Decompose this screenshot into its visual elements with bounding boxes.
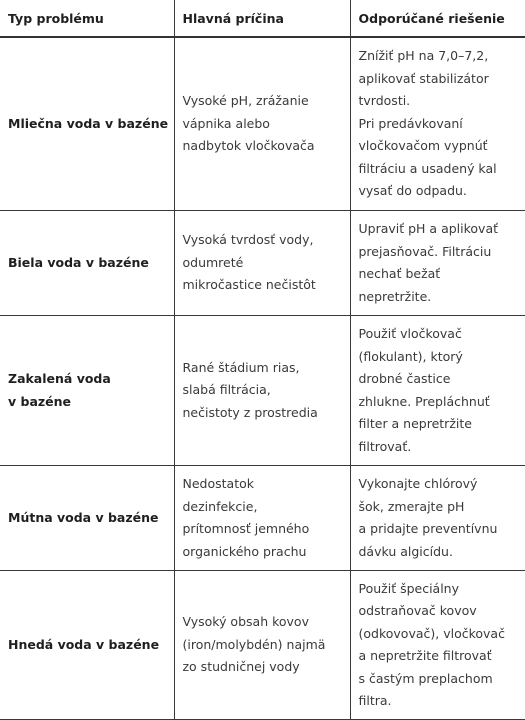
cell-text-line: tvrdosti.	[358, 93, 411, 109]
table-row	[0, 37, 525, 211]
problem-type-cell	[0, 316, 174, 466]
header-main-cause: Hlavná príčina	[174, 0, 350, 37]
recommended-solution-cell	[350, 316, 525, 466]
cell-text-line: odstraňovač kovov	[358, 603, 477, 618]
cell-text-line: Biela voda v bazéne	[8, 254, 149, 270]
cell-text-line: (flokulant), ktorý	[358, 348, 463, 364]
recommended-solution-cell	[350, 466, 525, 571]
cell-text-line: a nepretržite filtrovať	[358, 648, 492, 663]
recommended-solution-cell	[350, 37, 525, 211]
cell-text-line: drobné častice	[358, 371, 451, 386]
cell-text-line: vločkovačom vypnúť	[358, 138, 488, 154]
cell-text-line: Hnedá voda v bazéne	[8, 636, 160, 652]
cell-text-line: organického prachu	[182, 543, 307, 559]
cell-text-line: Vysoké pH, zrážanie	[182, 93, 309, 109]
cell-text-line: Nedostatok	[182, 476, 254, 491]
problem-type-cell	[0, 571, 174, 720]
recommended-solution-cell	[350, 571, 525, 720]
main-cause-cell	[174, 316, 350, 466]
cell-text-line: Pri predávkovaní	[358, 115, 463, 131]
cell-text-line: nadbytok vločkovača	[182, 138, 315, 154]
cell-text-line: dezinfekcie,	[182, 498, 258, 514]
cell-text-line: zhlukne. Prepláchnuť	[358, 393, 490, 409]
table-row	[0, 466, 525, 571]
cell-text-line: Mliečna voda v bazéne	[8, 115, 169, 131]
cell-text-line: (iron/molybdén) najmä	[182, 636, 326, 652]
cell-text-line: vápnika alebo	[182, 115, 270, 131]
cell-text-line: s častým preplachom	[358, 670, 493, 686]
main-cause-cell	[174, 37, 350, 211]
cell-text-line: filter a nepretržite	[358, 416, 472, 431]
cell-text-line: Použiť špeciálny	[358, 580, 460, 596]
cell-text-line: filtra.	[358, 693, 392, 708]
header-recommended-solution: Odporúčané riešenie	[350, 0, 525, 37]
cell-text-line: mikročastice nečistôt	[182, 277, 316, 293]
cell-text-line: (odkovovač), vločkovač	[358, 625, 505, 641]
cell-text-line: a pridajte preventívnu	[358, 521, 498, 536]
cell-text-line: filtrovať.	[358, 438, 412, 454]
cell-text-line: filtráciu a usadený kal	[358, 160, 497, 176]
cell-text-line: Vysoká tvrdosť vody,	[182, 232, 314, 248]
problem-type-cell	[0, 466, 174, 571]
table-body	[0, 37, 525, 720]
cell-text-line: Upraviť pH a aplikovať	[358, 221, 499, 236]
cell-text-line: prejasňovač. Filtráciu	[358, 243, 492, 259]
cell-text-line: odumreté	[182, 254, 244, 270]
problem-type-cell	[0, 37, 174, 211]
cell-text-line: dávku algicídu.	[358, 543, 453, 559]
main-cause-cell	[174, 211, 350, 316]
table-row	[0, 211, 525, 316]
main-cause-cell	[174, 571, 350, 720]
cell-text-line: aplikovať stabilizátor	[358, 70, 489, 86]
cell-text-line: Použiť vločkovač	[358, 326, 462, 341]
cell-text-line: Vykonajte chlórový	[358, 476, 478, 491]
cell-text-line: Znížiť pH na 7,0–7,2,	[358, 48, 489, 64]
cell-text-line: nečistoty z prostredia	[182, 404, 318, 420]
cell-text-line: Mútna voda v bazéne	[8, 509, 159, 525]
table-row	[0, 316, 525, 466]
cell-text-line: nechať bežať	[358, 266, 441, 281]
cell-text-line: Vysoký obsah kovov	[182, 614, 309, 630]
table-row	[0, 571, 525, 720]
problem-type-cell	[0, 211, 174, 316]
header-problem-type: Typ problému	[0, 0, 174, 37]
cell-text-line: zo studničnej vody	[182, 659, 300, 675]
cell-text-line: slabá filtrácia,	[182, 382, 271, 398]
cell-text-line: v bazéne	[8, 393, 72, 409]
recommended-solution-cell	[350, 211, 525, 316]
cell-text-line: vysať do odpadu.	[358, 183, 467, 199]
table-header-row	[0, 0, 525, 37]
cell-text-line: Zakalená voda	[8, 371, 111, 386]
cell-text-line: Rané štádium rias,	[182, 359, 300, 375]
main-cause-cell	[174, 466, 350, 571]
cell-text-line: prítomnosť jemného	[182, 521, 310, 536]
cell-text-line: šok, zmerajte pH	[358, 498, 465, 514]
cell-text-line: nepretržite.	[358, 288, 432, 304]
